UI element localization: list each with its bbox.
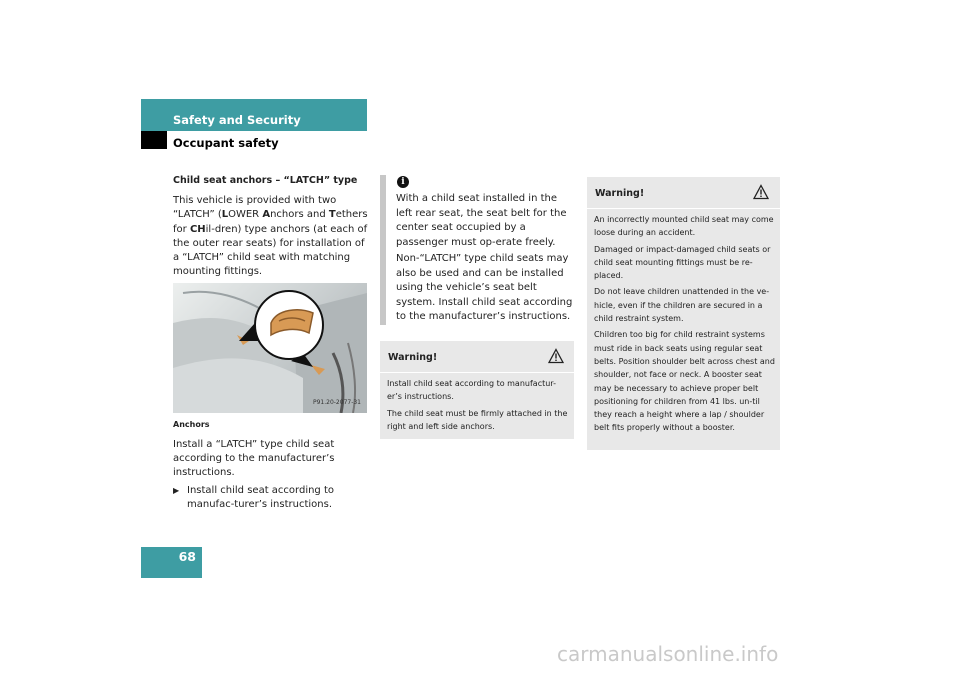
warning-title: Warning! [595,188,645,199]
warning-divider [587,208,780,209]
warning-paragraph: Children too big for child restraint systems must ride in back seats using regular seat belts. Position shoulder belt across chest and shoulder, not face or neck. A booster seat may be necessary to achieve proper belt positioning for children from 41 lbs. un-til they reach a height where a lap / shoulder belt fits properly without a booster. [594,330,775,433]
page-number-box [141,547,202,578]
info-paragraph-1: With a child seat installed in the left rear seat, the seat belt for the center seat occupied by a passenger must op-erate freely. [396,193,567,248]
info-paragraph-2: Non-“LATCH” type child seats may also be used and can be installed using the vehicle’s seat belt system. Install child seat according to the manufacturer’s instructions. [396,253,573,322]
info-text [396,192,575,327]
warning-paragraph: An incorrectly mounted child seat may come loose during an accident. [594,215,774,238]
intro-paragraph: This vehicle is provided with two “LATCH” (LOWER Anchors and Tethers for CHil-dren) type anchors (at each of the outer rear seats) for installation of a “LATCH” child seat with matching mounting fittings. [173,195,368,278]
main-column [173,174,368,513]
warning-paragraph: Install child seat according to manufactur-er’s instructions. [387,379,556,402]
info-note [380,175,575,325]
warning-paragraph: The child seat must be firmly attached in the right and left side anchors. [387,408,568,431]
warning-triangle-icon [548,348,564,364]
photo-caption: Anchors [173,420,210,430]
warning-box-child-safety [587,177,780,450]
warning-paragraph: Do not leave children unattended in the ve-hicle, even if the children are secured in a child restraint system. [594,287,770,324]
subsection-title: Occupant safety [173,136,279,150]
warning-divider [380,372,574,373]
install-paragraph: Install a “LATCH” type child seat according to the manufacturer’s instructions. [173,438,335,479]
header-marker [141,131,167,149]
warning-box-install [380,341,574,439]
warning-paragraph: Damaged or impact-damaged child seats or child seat mounting fittings must be re-placed. [594,244,771,281]
warning-body [594,213,775,438]
seat-illustration [173,283,367,413]
info-icon: i [397,176,409,188]
warning-body [387,377,569,436]
section-title: Safety and Security [173,113,301,127]
instruction-step [173,484,368,512]
warning-title: Warning! [388,352,438,363]
instruction-text: Install child seat according to manufac-turer’s instructions. [187,485,334,511]
photo-reference: P91.20-2077-31 [312,399,361,407]
anchors-photo [173,283,367,413]
bullet-arrow-icon: ▶ [173,486,180,496]
info-bar [380,175,386,325]
page-number: 68 [178,549,196,564]
warning-triangle-icon [753,184,769,200]
watermark: carmanualsonline.info [557,642,779,666]
section-heading: Child seat anchors – “LATCH” type [173,175,358,186]
